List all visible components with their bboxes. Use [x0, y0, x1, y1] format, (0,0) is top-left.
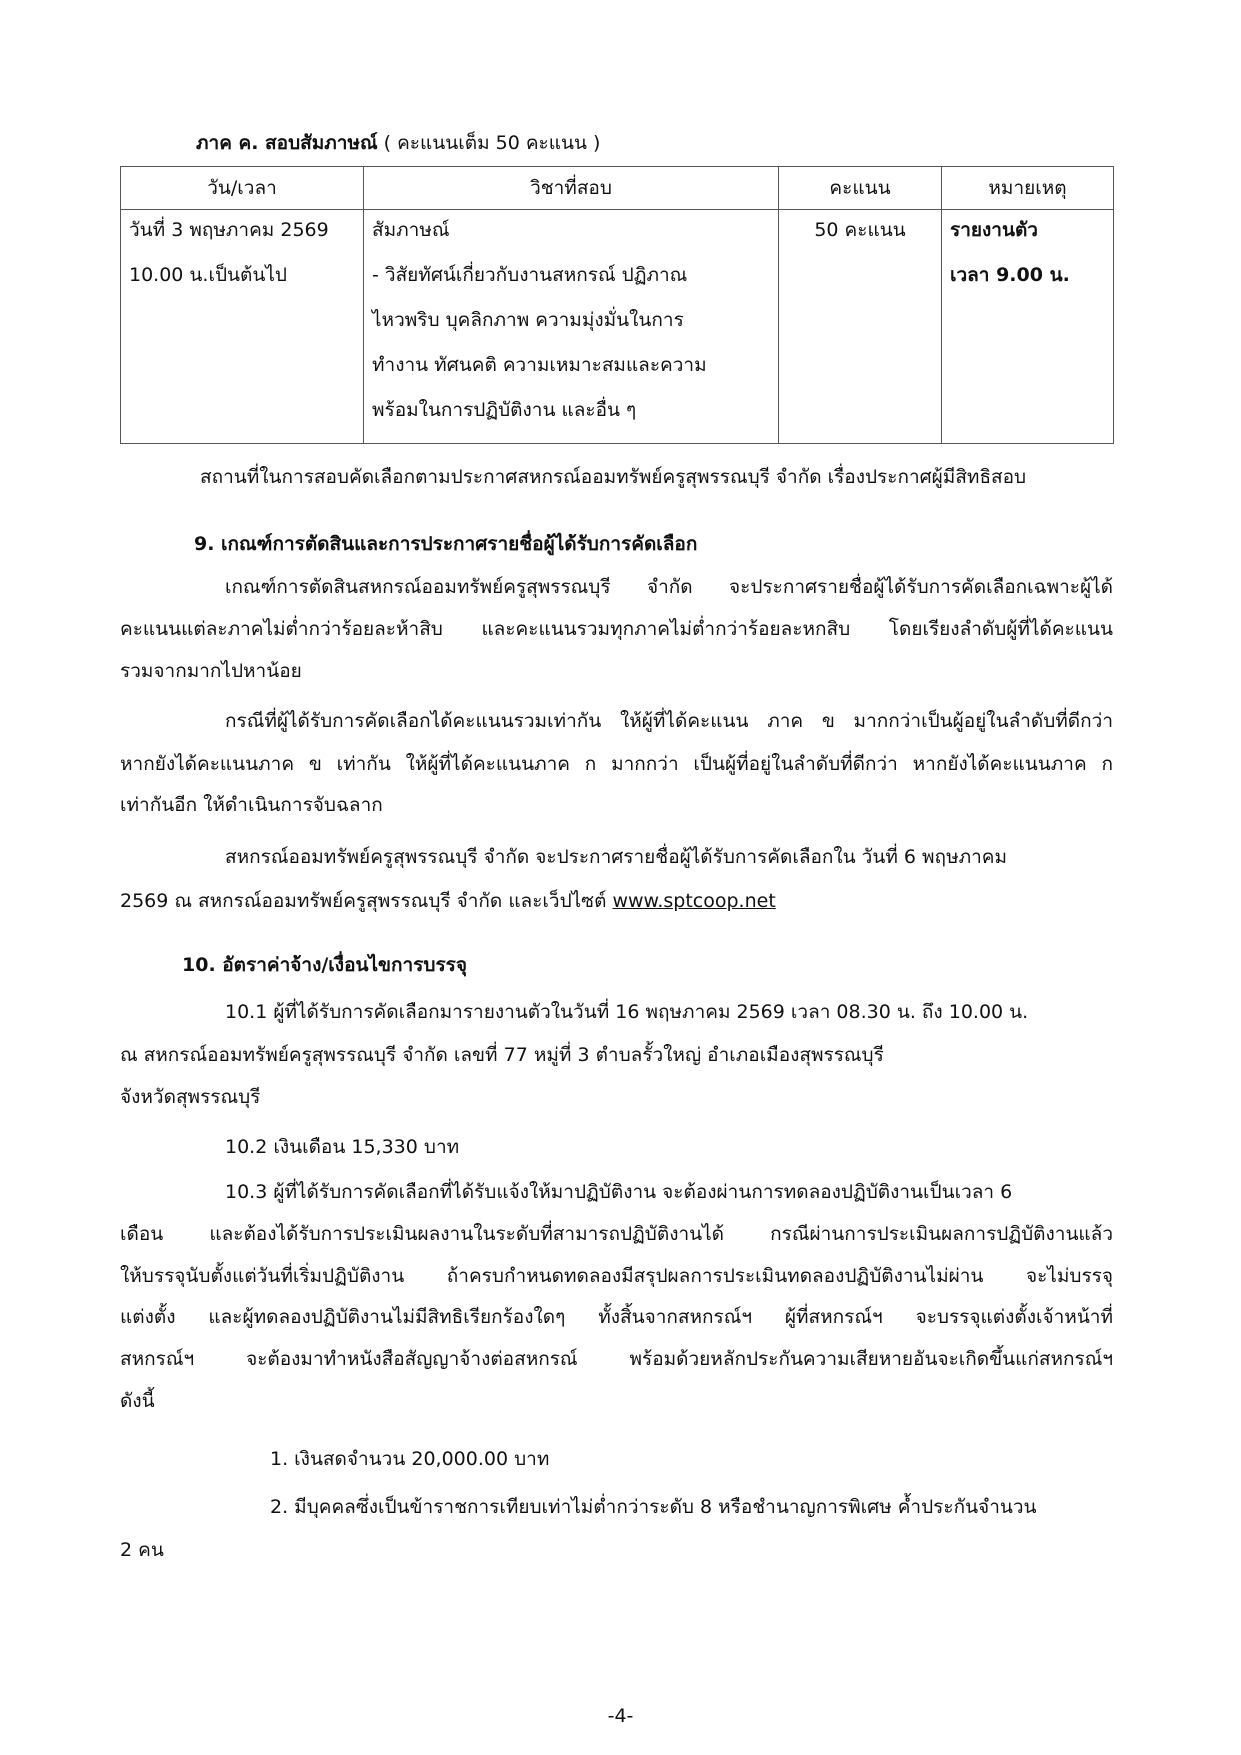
paragraph-line: กรณีที่ผู้ได้รับการคัดเลือกได้คะแนนรวมเท่ากัน ให้ผู้ที่ได้คะแนน ภาค ข มากกว่าเป็นผู้อยู่ในลำดับที่ดีกว่า: [225, 710, 1113, 732]
paragraph-line: ดังนี้: [120, 1390, 155, 1412]
paragraph-line: 2 คน: [120, 1539, 164, 1561]
paragraph-line: จังหวัดสุพรรณบุรี: [120, 1086, 261, 1108]
interview-schedule-table: [120, 166, 1114, 444]
section-9-heading: 9. เกณฑ์การตัดสินและการประกาศรายชื่อผู้ได้รับการคัดเลือก: [194, 533, 698, 555]
cell-subject: [364, 210, 779, 444]
paragraph-line: [120, 889, 776, 913]
paragraph-line: เดือน และต้องได้รับการประเมินผลงานในระดับที่สามารถปฏิบัติงานได้ กรณีผ่านการประเมินผลการปฏิบัติงานแล้ว: [120, 1223, 1113, 1245]
paragraph-line: เท่ากันอีก ให้ดำเนินการจับฉลาก: [120, 794, 383, 816]
list-item: 1. เงินสดจำนวน 20,000.00 บาท: [270, 1448, 550, 1470]
header-score: คะแนน: [779, 167, 942, 210]
subject-line: สัมภาษณ์: [372, 219, 450, 241]
cell-score: [779, 210, 942, 444]
paragraph-line: ให้บรรจุนับตั้งแต่วันที่เริ่มปฏิบัติงาน ถ้าครบกำหนดทดลองมีสรุปผลการประเมินทดลองปฏิบัติงานไม่ผ่าน จะไม่บรรจุ: [120, 1265, 1113, 1287]
date-line: วันที่ 3 พฤษภาคม 2569: [129, 219, 329, 241]
subject-line: ทำงาน ทัศนคติ ความเหมาะสมและความ: [372, 354, 707, 376]
section-c-title-bold: ภาค ค. สอบสัมภาษณ์: [196, 132, 378, 154]
time-line: 10.00 น.เป็นต้นไป: [129, 264, 287, 286]
subject-line: - วิสัยทัศน์เกี่ยวกับงานสหกรณ์ ปฏิภาณ: [372, 264, 688, 286]
subject-line: พร้อมในการปฏิบัติงาน และอื่น ๆ: [372, 399, 637, 421]
website-link[interactable]: www.sptcoop.net: [612, 890, 776, 912]
cell-remark: [942, 210, 1114, 444]
paragraph-line: คะแนนแต่ละภาคไม่ต่ำกว่าร้อยละห้าสิบ และคะแนนรวมทุกภาคไม่ต่ำกว่าร้อยละหกสิบ โดยเรียงลำดับผู้ที่ได้คะแนน: [120, 618, 1113, 640]
header-remark: หมายเหตุ: [942, 167, 1114, 210]
list-item: 2. มีบุคคลซึ่งเป็นข้าราชการเทียบเท่าไม่ต่ำกว่าระดับ 8 หรือชำนาญการพิเศษ ค้ำประกันจำนวน: [270, 1496, 1037, 1518]
header-subject: วิชาที่สอบ: [364, 167, 779, 210]
section-c-title-note: ( คะแนนเต็ม 50 คะแนน ): [377, 132, 601, 154]
subject-line: ไหวพริบ บุคลิกภาพ ความมุ่งมั่นในการ: [372, 309, 684, 331]
paragraph-text: 2569 ณ สหกรณ์ออมทรัพย์ครูสุพรรณบุรี จำกัด และเว็ปไซต์: [120, 890, 613, 912]
header-date: วัน/เวลา: [121, 167, 364, 210]
remark-line: เวลา 9.00 น.: [950, 264, 1070, 286]
table-row: [121, 210, 1114, 444]
page-number: -4-: [607, 1705, 634, 1727]
paragraph-line: แต่งตั้ง และผู้ทดลองปฏิบัติงานไม่มีสิทธิเรียกร้องใดๆ ทั้งสิ้นจากสหกรณ์ฯ ผู้ที่สหกรณ์ฯ จะบรรจุแต่งตั้งเจ้าหน้าที่: [120, 1306, 1113, 1328]
paragraph-line: รวมจากมากไปหาน้อย: [120, 660, 302, 682]
score-value: 50 คะแนน: [814, 219, 906, 241]
table-header-row: [121, 167, 1114, 210]
remark-line: รายงานตัว: [950, 219, 1038, 241]
paragraph-line: 10.3 ผู้ที่ได้รับการคัดเลือกที่ได้รับแจ้งให้มาปฏิบัติงาน จะต้องผ่านการทดลองปฏิบัติงานเป็นเวลา 6: [225, 1181, 1013, 1203]
section-c-title: [196, 131, 600, 155]
paragraph-line: ณ สหกรณ์ออมทรัพย์ครูสุพรรณบุรี จำกัด เลขที่ 77 หมู่ที่ 3 ตำบลรั้วใหญ่ อำเภอเมืองสุพรรณบุรี: [120, 1044, 884, 1066]
paragraph-line: 10.2 เงินเดือน 15,330 บาท: [225, 1136, 460, 1158]
paragraph-line: หากยังได้คะแนนภาค ข เท่ากัน ให้ผู้ที่ได้คะแนนภาค ก มากกว่า เป็นผู้ที่อยู่ในลำดับที่ดีกว่า หากยังได้คะแนนภาค ก: [120, 753, 1113, 775]
paragraph-line: เกณฑ์การตัดสินสหกรณ์ออมทรัพย์ครูสุพรรณบุรี จำกัด จะประกาศรายชื่อผู้ได้รับการคัดเลือกเฉพาะผู้ได้: [225, 576, 1113, 598]
cell-date: [121, 210, 364, 444]
paragraph-line: สหกรณ์ออมทรัพย์ครูสุพรรณบุรี จำกัด จะประกาศรายชื่อผู้ได้รับการคัดเลือกใน วันที่ 6 พฤษภาคม: [225, 846, 1008, 868]
paragraph-line: สหกรณ์ฯ จะต้องมาทำหนังสือสัญญาจ้างต่อสหกรณ์ พร้อมด้วยหลักประกันความเสียหายอันจะเกิดขึ้นแก่สหกรณ์ฯ: [120, 1348, 1113, 1370]
section-10-heading: 10. อัตราค่าจ้าง/เงื่อนไขการบรรจุ: [182, 954, 467, 976]
paragraph-line: 10.1 ผู้ที่ได้รับการคัดเลือกมารายงานตัวในวันที่ 16 พฤษภาคม 2569 เวลา 08.30 น. ถึง 10.00 น.: [225, 1001, 1029, 1023]
venue-note: สถานที่ในการสอบคัดเลือกตามประกาศสหกรณ์ออมทรัพย์ครูสุพรรณบุรี จำกัด เรื่องประกาศผู้มีสิทธิสอบ: [200, 466, 1027, 488]
